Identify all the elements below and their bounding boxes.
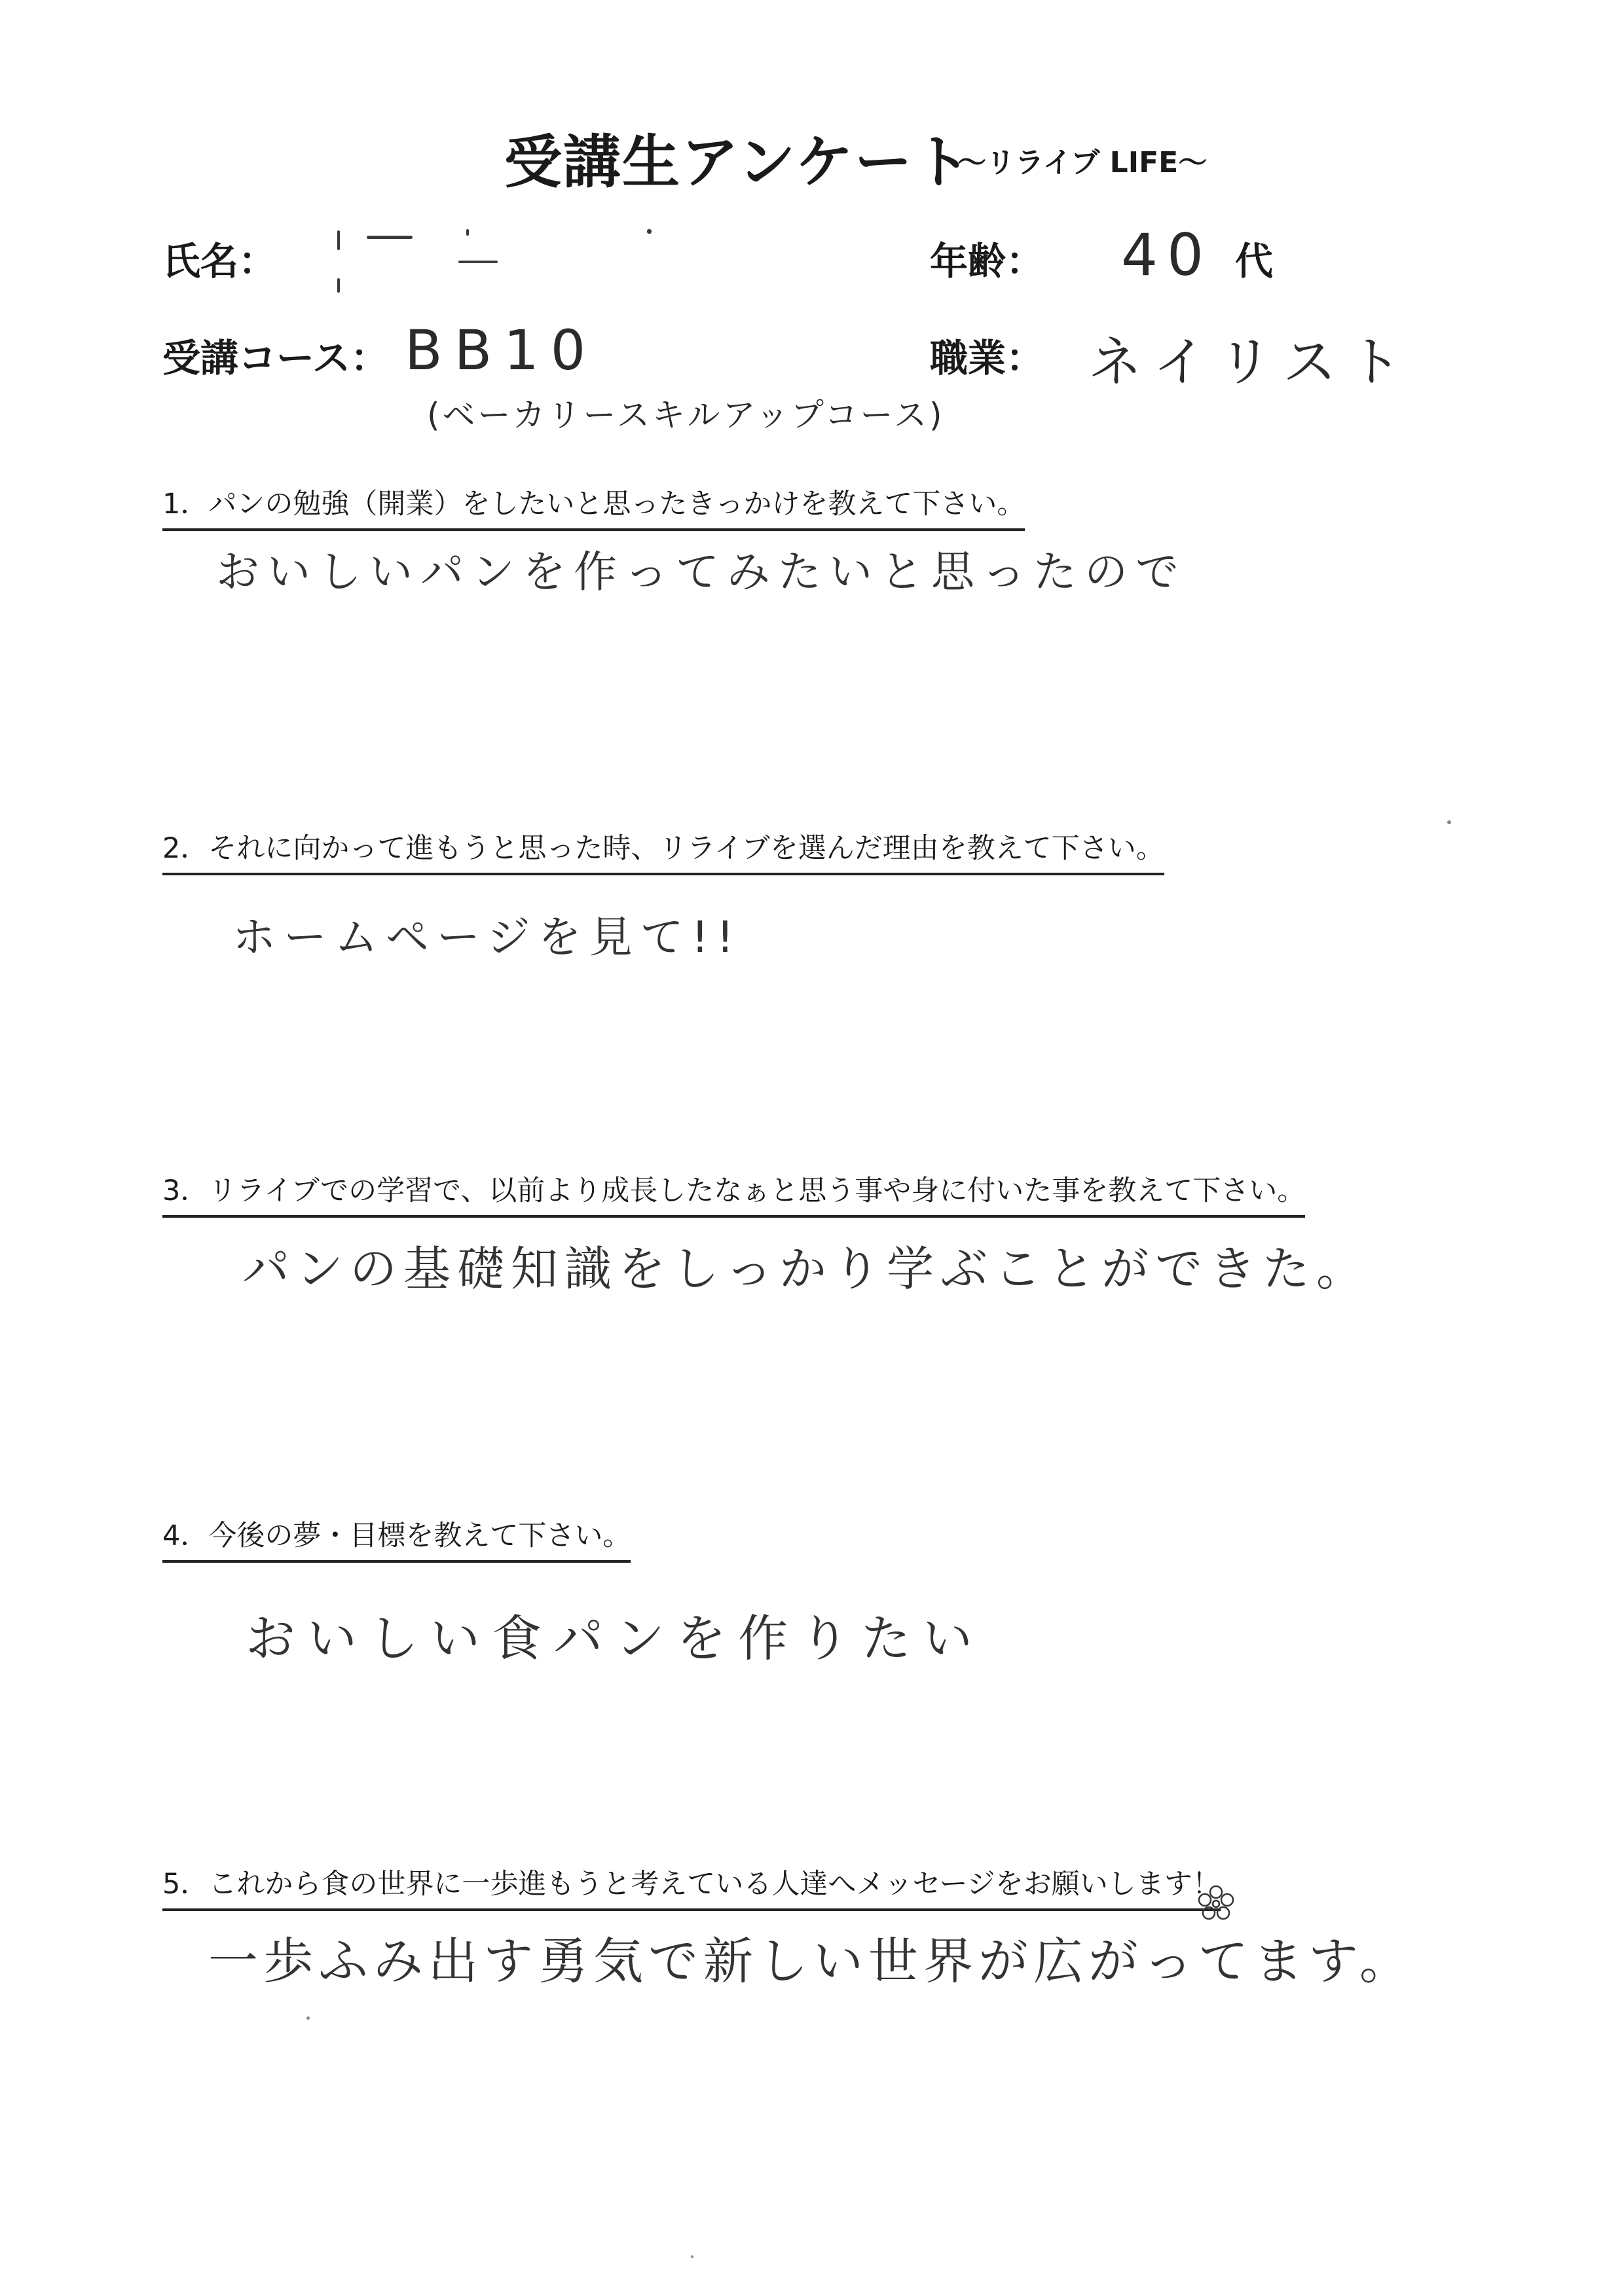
answer-1: おいしいパンを作ってみたいと思ったので (216, 547, 1187, 597)
name-label: 氏名： (162, 239, 277, 283)
form-title: 受講生アンケート (504, 128, 972, 196)
answer-2: ホームページを見て!! (232, 912, 742, 962)
question-3: 3．リライブでの学習で、以前より成長したなぁと思う事や身に付いた事を教えて下さい。 (162, 1169, 1305, 1218)
answer-5: 一歩ふみ出す勇気で新しい世界が広がってます。 (208, 1932, 1414, 1990)
scan-speck (1447, 820, 1451, 824)
redaction-mark (466, 229, 469, 236)
answer-4: おいしい食パンを作りたい (246, 1609, 984, 1667)
scan-speck (306, 2016, 310, 2020)
course-value: BB10 (405, 318, 598, 382)
question-1: 1．パンの勉強（開業）をしたいと思ったきっかけを教えて下さい。 (162, 482, 1025, 531)
question-5: 5．これから食の世界に一歩進もうと考えている人達へメッセージをお願いします！ (162, 1862, 1221, 1911)
form-subtitle: ～リライブ LIFE～ (957, 146, 1208, 179)
redaction-mark (337, 230, 340, 250)
redaction-mark (458, 261, 498, 263)
course-label: 受講コース： (162, 336, 389, 380)
scan-speck (691, 2255, 693, 2258)
question-4: 4．今後の夢・目標を教えて下さい。 (162, 1514, 631, 1563)
redaction-mark (367, 236, 413, 239)
flower-doodle-icon (1193, 1880, 1239, 1926)
age-suffix: 代 (1235, 239, 1274, 283)
age-value: 40 (1121, 221, 1213, 289)
job-label: 職業： (930, 336, 1044, 380)
redaction-mark (337, 278, 340, 293)
course-detail: (ベーカリースキルアップコース) (427, 396, 945, 434)
age-label: 年齢： (930, 239, 1044, 283)
job-value: ネイリスト (1088, 331, 1414, 393)
question-2: 2．それに向かって進もうと思った時、リライブを選んだ理由を教えて下さい。 (162, 826, 1164, 875)
redaction-mark (647, 229, 652, 234)
answer-3: パンの基礎知識をしっかり学ぶことができた。 (242, 1241, 1371, 1296)
